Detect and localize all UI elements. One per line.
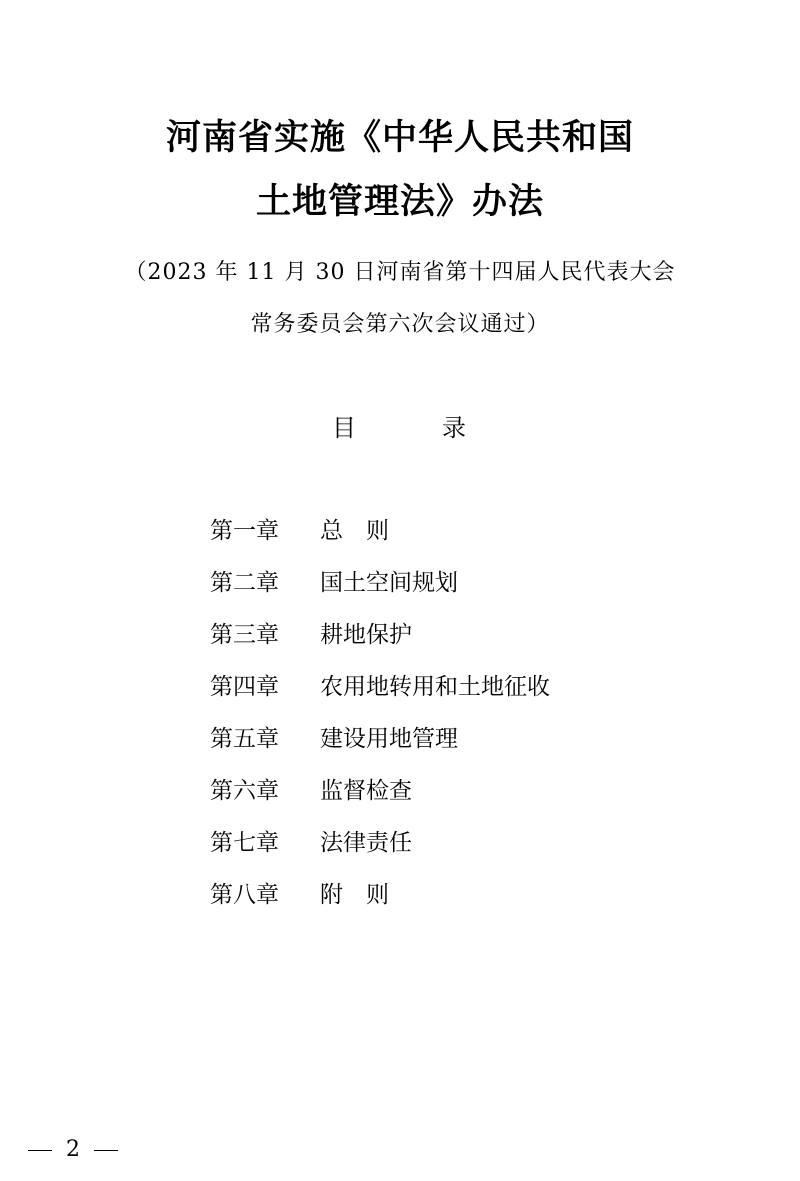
toc-item xyxy=(210,720,730,772)
toc-chapter-number: 第三章 xyxy=(210,622,279,648)
toc-item xyxy=(210,772,730,824)
toc-chapter-title: 国土空间规划 xyxy=(320,570,458,596)
page-number-left-dash xyxy=(28,1150,52,1151)
toc-chapter-title: 农用地转用和土地征收 xyxy=(320,674,550,700)
toc-chapter-title: 耕地保护 xyxy=(320,622,412,648)
toc-heading-char-2: 录 xyxy=(442,414,466,442)
table-of-contents xyxy=(210,512,730,928)
toc-chapter-title: 附 则 xyxy=(320,882,389,908)
toc-chapter-number: 第一章 xyxy=(210,518,279,544)
toc-item xyxy=(210,824,730,876)
toc-chapter-number: 第二章 xyxy=(210,570,279,596)
adoption-note-line-1: （2023 年 11 月 30 日河南省第十四届人民代表大会 xyxy=(124,260,676,285)
document-title-line-2: 土地管理法》办法 xyxy=(255,181,544,222)
toc-item xyxy=(210,616,730,668)
toc-chapter-title: 法律责任 xyxy=(320,830,412,856)
toc-chapter-number: 第四章 xyxy=(210,674,279,700)
document-title-line-1: 河南省实施《中华人民共和国 xyxy=(165,117,634,158)
toc-chapter-title: 总 则 xyxy=(320,518,389,544)
toc-item xyxy=(210,512,730,564)
toc-item xyxy=(210,564,730,616)
page-number-value: 2 xyxy=(66,1137,80,1162)
toc-chapter-number: 第六章 xyxy=(210,778,279,804)
page-number xyxy=(28,1136,118,1164)
page-number-right-dash xyxy=(94,1150,118,1151)
toc-chapter-number: 第七章 xyxy=(210,830,279,856)
toc-chapter-number: 第八章 xyxy=(210,882,279,908)
toc-item xyxy=(210,876,730,928)
toc-chapter-number: 第五章 xyxy=(210,726,279,752)
toc-chapter-title: 建设用地管理 xyxy=(320,726,458,752)
toc-item xyxy=(210,668,730,720)
adoption-note-line-2: 常务委员会第六次会议通过） xyxy=(250,312,550,337)
toc-heading-char-1: 目 xyxy=(332,414,356,442)
toc-chapter-title: 监督检查 xyxy=(320,778,412,804)
